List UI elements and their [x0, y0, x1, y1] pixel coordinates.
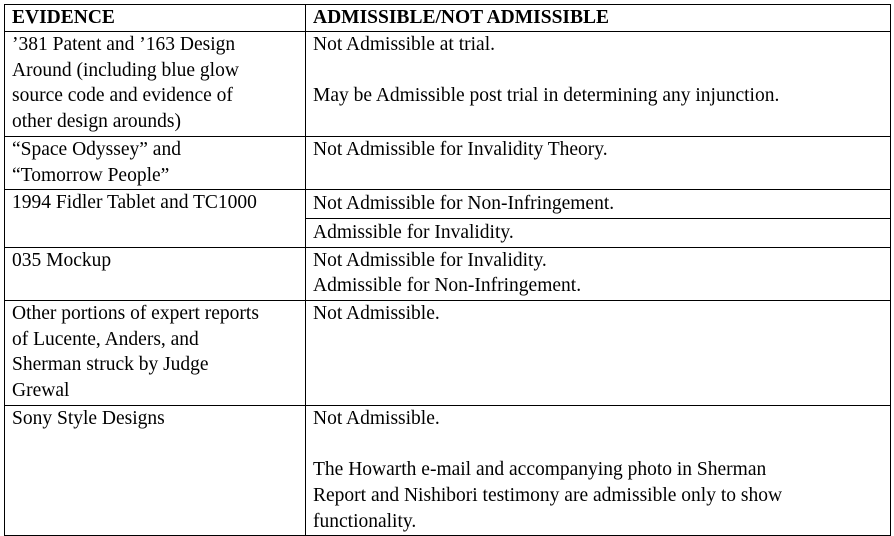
evidence-admissibility-table: [4, 4, 891, 536]
ruling-text: Not Admissible.: [313, 303, 440, 325]
table-row: [5, 32, 891, 137]
ruling-text: May be Admissible post trial in determining any injunction.: [313, 85, 780, 107]
ruling-cell: [306, 190, 891, 219]
evidence-text: Around (including blue glow: [12, 59, 239, 81]
evidence-cell: [5, 190, 306, 247]
header-evidence: EVIDENCE: [5, 5, 306, 32]
ruling-text: Not Admissible for Invalidity Theory.: [313, 138, 608, 160]
evidence-text: Sherman struck by Judge: [12, 354, 209, 376]
ruling-text: Not Admissible for Invalidity.: [313, 249, 547, 271]
evidence-text: “Tomorrow People”: [12, 164, 170, 186]
spacer: [313, 58, 884, 84]
ruling-text: Not Admissible at trial.: [313, 34, 495, 55]
ruling-cell: [306, 405, 891, 536]
ruling-text: Not Admissible.: [313, 407, 440, 429]
ruling-cell: [306, 136, 891, 189]
ruling-text: Admissible for Invalidity.: [313, 221, 514, 243]
header-admissibility: ADMISSIBLE/NOT ADMISSIBLE: [306, 5, 891, 32]
ruling-text: functionality.: [313, 510, 417, 532]
ruling-cell: [306, 247, 891, 300]
evidence-cell: [5, 32, 306, 137]
evidence-text: Other portions of expert reports: [12, 303, 259, 325]
evidence-text: Grewal: [12, 380, 70, 402]
evidence-text: 1994 Fidler Tablet and TC1000: [12, 192, 257, 214]
ruling-text: Report and Nishibori testimony are admissible only to show: [313, 484, 783, 506]
evidence-text: 035 Mockup: [12, 249, 112, 271]
table-row: [5, 190, 891, 219]
evidence-cell: [5, 301, 306, 406]
evidence-text: ’381 Patent and ’163 Design: [12, 34, 236, 55]
spacer: [313, 432, 884, 458]
ruling-text: Admissible for Non-Infringement.: [313, 275, 582, 297]
ruling-text: Not Admissible for Non-Infringement.: [313, 193, 615, 215]
ruling-cell: [306, 301, 891, 406]
evidence-text: of Lucente, Anders, and: [12, 328, 199, 350]
evidence-cell: [5, 136, 306, 189]
table-row: [5, 136, 891, 189]
evidence-cell: [5, 247, 306, 300]
table-header-row: [5, 5, 891, 32]
evidence-text: Sony Style Designs: [12, 407, 165, 429]
table-row: [5, 247, 891, 300]
evidence-text: “Space Odyssey” and: [12, 138, 181, 160]
ruling-cell: [306, 32, 891, 137]
evidence-text: other design arounds): [12, 111, 181, 133]
table-row: [5, 405, 891, 536]
ruling-cell: [306, 218, 891, 247]
ruling-text: The Howarth e-mail and accompanying photo in Sherman: [313, 459, 767, 481]
evidence-text: source code and evidence of: [12, 85, 233, 107]
evidence-cell: [5, 405, 306, 536]
table-row: [5, 301, 891, 406]
